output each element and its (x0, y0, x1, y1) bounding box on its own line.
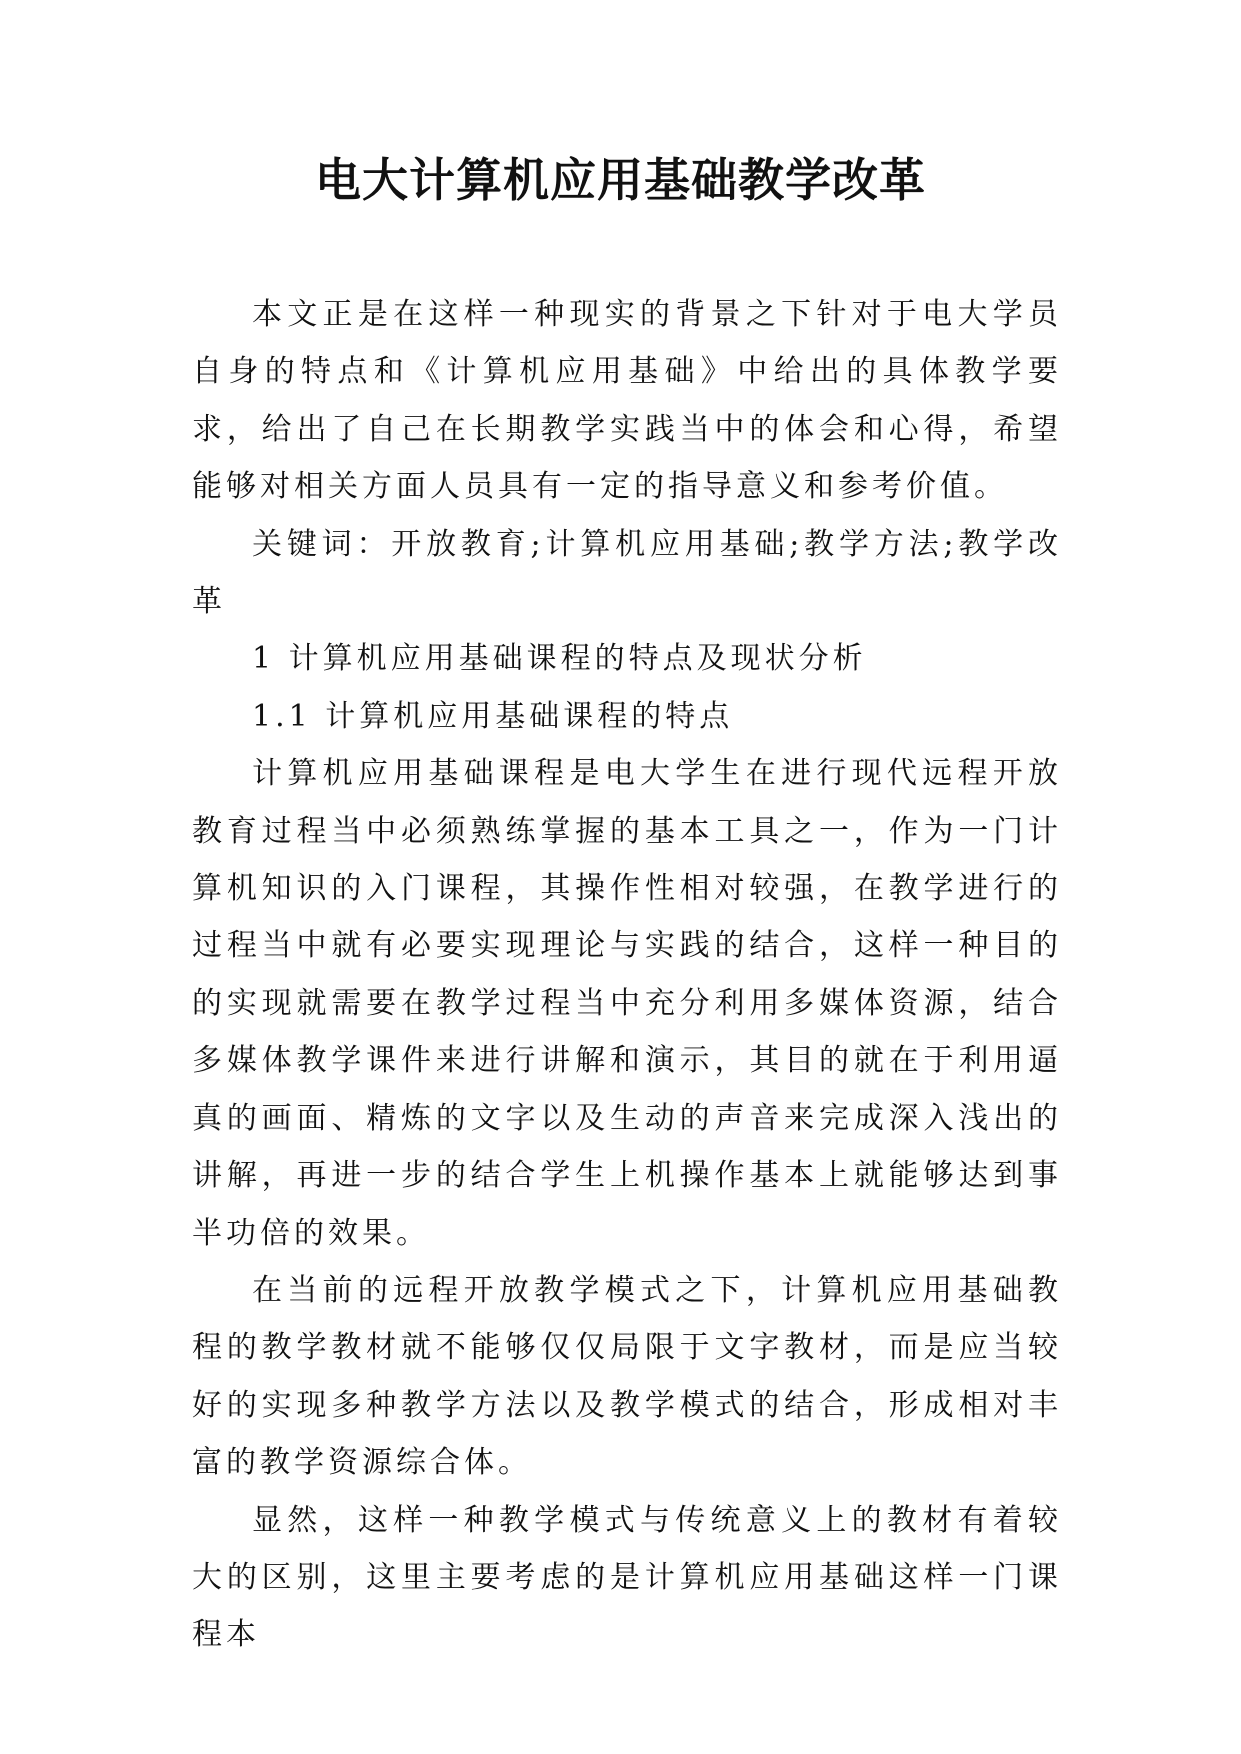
document-title: 电大计算机应用基础教学改革 (315, 153, 926, 207)
section-heading-1: 1 计算机应用基础课程的特点及现状分析 (252, 641, 867, 677)
subsection-heading-1-1: 1.1 计算机应用基础课程的特点 (252, 698, 734, 734)
abstract-paragraph: 本文正是在这样一种现实的背景之下针对于电大学员自身的特点和《计算机应用基础》中给出的具体教学要求，给出了自己在长期教学实践当中的体会和心得，希望能够对相关方面人员具有一定的指导意义和参考价值。 (192, 297, 1062, 505)
body-paragraph: 显然，这样一种教学模式与传统意义上的教材有着较大的区别，这里主要考虑的是计算机应用基础这样一门课程本 (192, 1502, 1062, 1653)
body-paragraph: 在当前的远程开放教学模式之下，计算机应用基础教程的教学教材就不能够仅仅局限于文字教材，而是应当较好的实现多种教学方法以及教学模式的结合，形成相对丰富的教学资源综合体。 (192, 1272, 1062, 1481)
body-paragraph: 计算机应用基础课程是电大学生在进行现代远程开放教育过程当中必须熟练掌握的基本工具之一，作为一门计算机知识的入门课程，其操作性相对较强，在教学进行的过程当中就有必要实现理论与实践的结合，这样一种目的的实现就需要在教学过程当中充分利用多媒体资源，结合多媒体教学课件来进行讲解和演示，其目的就在于利用逼真的画面、精炼的文字以及生动的声音来完成深入浅出的讲解，再进一步的结合学生上机操作基本上就能够达到事半功倍的效果。 (192, 756, 1062, 1251)
document-body (192, 286, 1062, 1664)
keywords-paragraph: 关键词：开放教育;计算机应用基础;教学方法;教学改革 (192, 526, 1062, 620)
